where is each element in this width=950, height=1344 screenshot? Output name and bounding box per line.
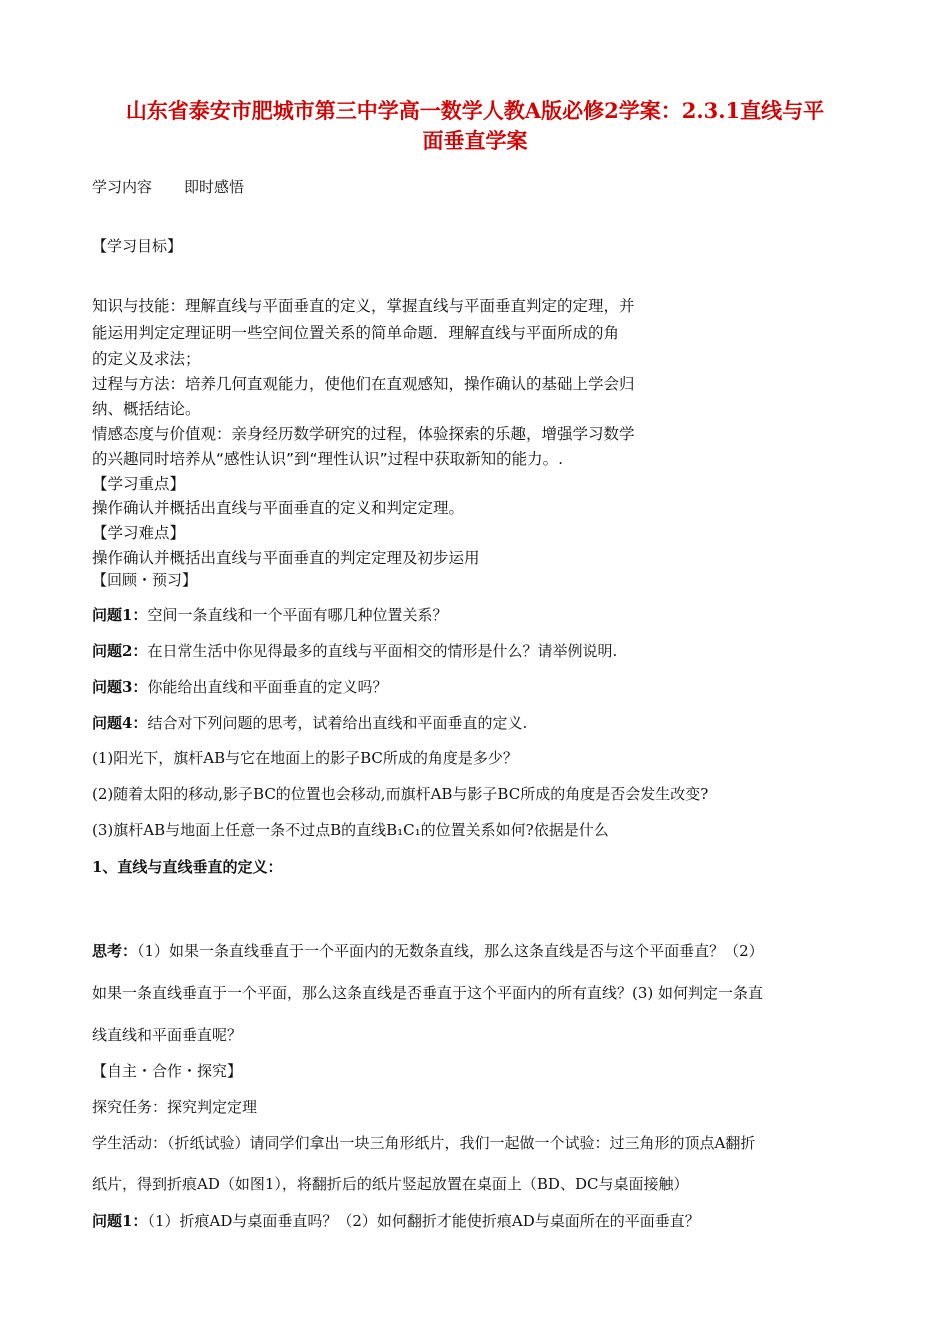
- review-question: [92, 676, 872, 697]
- question-label: 问题1：: [92, 606, 148, 624]
- key-points-heading: 【学习重点】: [92, 475, 186, 493]
- goals-heading: 【学习目标】: [92, 237, 183, 255]
- goals-line: 纳、概括结论。: [92, 400, 201, 418]
- question-label: 问题3：: [92, 678, 148, 696]
- think-line-1: （1）如果一条直线垂直于一个平面内的无数条直线，那么这条直线是否与这个平面垂直？（2）: [137, 942, 764, 960]
- goals-line: 能运用判定定理证明一些空间位置关系的简单命题．理解直线与平面所成的角: [92, 324, 620, 342]
- think-label: 思考：: [92, 942, 138, 960]
- review-question: [92, 604, 872, 625]
- column-header: [92, 176, 872, 197]
- explore-question: [92, 1210, 872, 1231]
- question-text: 空间一条直线和一个平面有哪几种位置关系？: [147, 606, 448, 624]
- goals-line: 情感态度与价值观：亲身经历数学研究的过程，体验探索的乐趣，增强学习数学: [92, 425, 635, 443]
- goals-line: 的兴趣同时培养从“感性认识”到“理性认识”过程中获取新知的能力。.: [92, 450, 564, 468]
- review-subquestion: (3)旗杆AB与地面上任意一条不过点B的直线B₁C₁的位置关系如何?依据是什么: [92, 821, 609, 839]
- review-subquestion: (1)阳光下，旗杆AB与它在地面上的影子BC所成的角度是多少？: [92, 749, 518, 767]
- review-question: [92, 640, 872, 661]
- explore-task: 探究任务：探究判定定理: [92, 1098, 258, 1116]
- question-text: 结合对下列问题的思考，试着给出直线和平面垂直的定义.: [147, 714, 528, 732]
- review-heading: 【回顾・预习】: [92, 571, 198, 589]
- key-points-text: 操作确认并概括出直线与平面垂直的定义和判定定理。: [92, 499, 465, 517]
- definition-heading: 1、直线与直线垂直的定义：: [92, 858, 283, 876]
- think-line-2: 如果一条直线垂直于一个平面，那么这条直线是否垂直于这个平面内的所有直线？(3) 如何判定一条直: [92, 984, 764, 1002]
- document-title: [80, 96, 870, 156]
- column-header-content: 学习内容: [92, 178, 153, 196]
- goals-line: 知识与技能：理解直线与平面垂直的定义，掌握直线与平面垂直判定的定理，并: [92, 297, 635, 315]
- question-text: 在日常生活中你见得最多的直线与平面相交的情形是什么？请举例说明.: [147, 642, 618, 660]
- review-subquestion: (2)随着太阳的移动,影子BC的位置也会移动,而旗杆AB与影子BC所成的角度是否会发生改变?: [92, 785, 709, 803]
- think-paragraph: [92, 940, 872, 961]
- question-label: 问题2：: [92, 642, 148, 660]
- think-line-3: 线直线和平面垂直呢？: [92, 1026, 243, 1044]
- question-text: 你能给出直线和平面垂直的定义吗？: [147, 678, 388, 696]
- difficulties-text: 操作确认并概括出直线与平面垂直的判定定理及初步运用: [92, 549, 480, 567]
- question-label: 问题4：: [92, 714, 148, 732]
- difficulties-heading: 【学习难点】: [92, 524, 186, 542]
- title-line-2: 面垂直学案: [422, 128, 528, 153]
- question-label: 问题1：: [92, 1212, 148, 1230]
- explore-activity-line-1: 学生活动：（折纸试验）请同学们拿出一块三角形纸片，我们一起做一个试验：过三角形的顶点A翻折: [92, 1134, 756, 1152]
- column-header-notes: 即时感悟: [184, 178, 245, 196]
- review-question: [92, 712, 872, 733]
- title-line-1: 山东省泰安市肥城市第三中学高一数学人教A版必修2学案：2.3.1直线与平: [125, 98, 825, 123]
- goals-line: 的定义及求法；: [92, 350, 201, 368]
- explore-activity-line-2: 纸片，得到折痕AD（如图1），将翻折后的纸片竖起放置在桌面上（BD、DC与桌面接触）: [92, 1175, 689, 1193]
- question-text: （1）折痕AD与桌面垂直吗？（2）如何翻折才能使折痕AD与桌面所在的平面垂直？: [147, 1212, 700, 1230]
- explore-heading: 【自主・合作・探究】: [92, 1062, 243, 1080]
- goals-line: 过程与方法：培养几何直观能力，使他们在直观感知，操作确认的基础上学会归: [92, 375, 635, 393]
